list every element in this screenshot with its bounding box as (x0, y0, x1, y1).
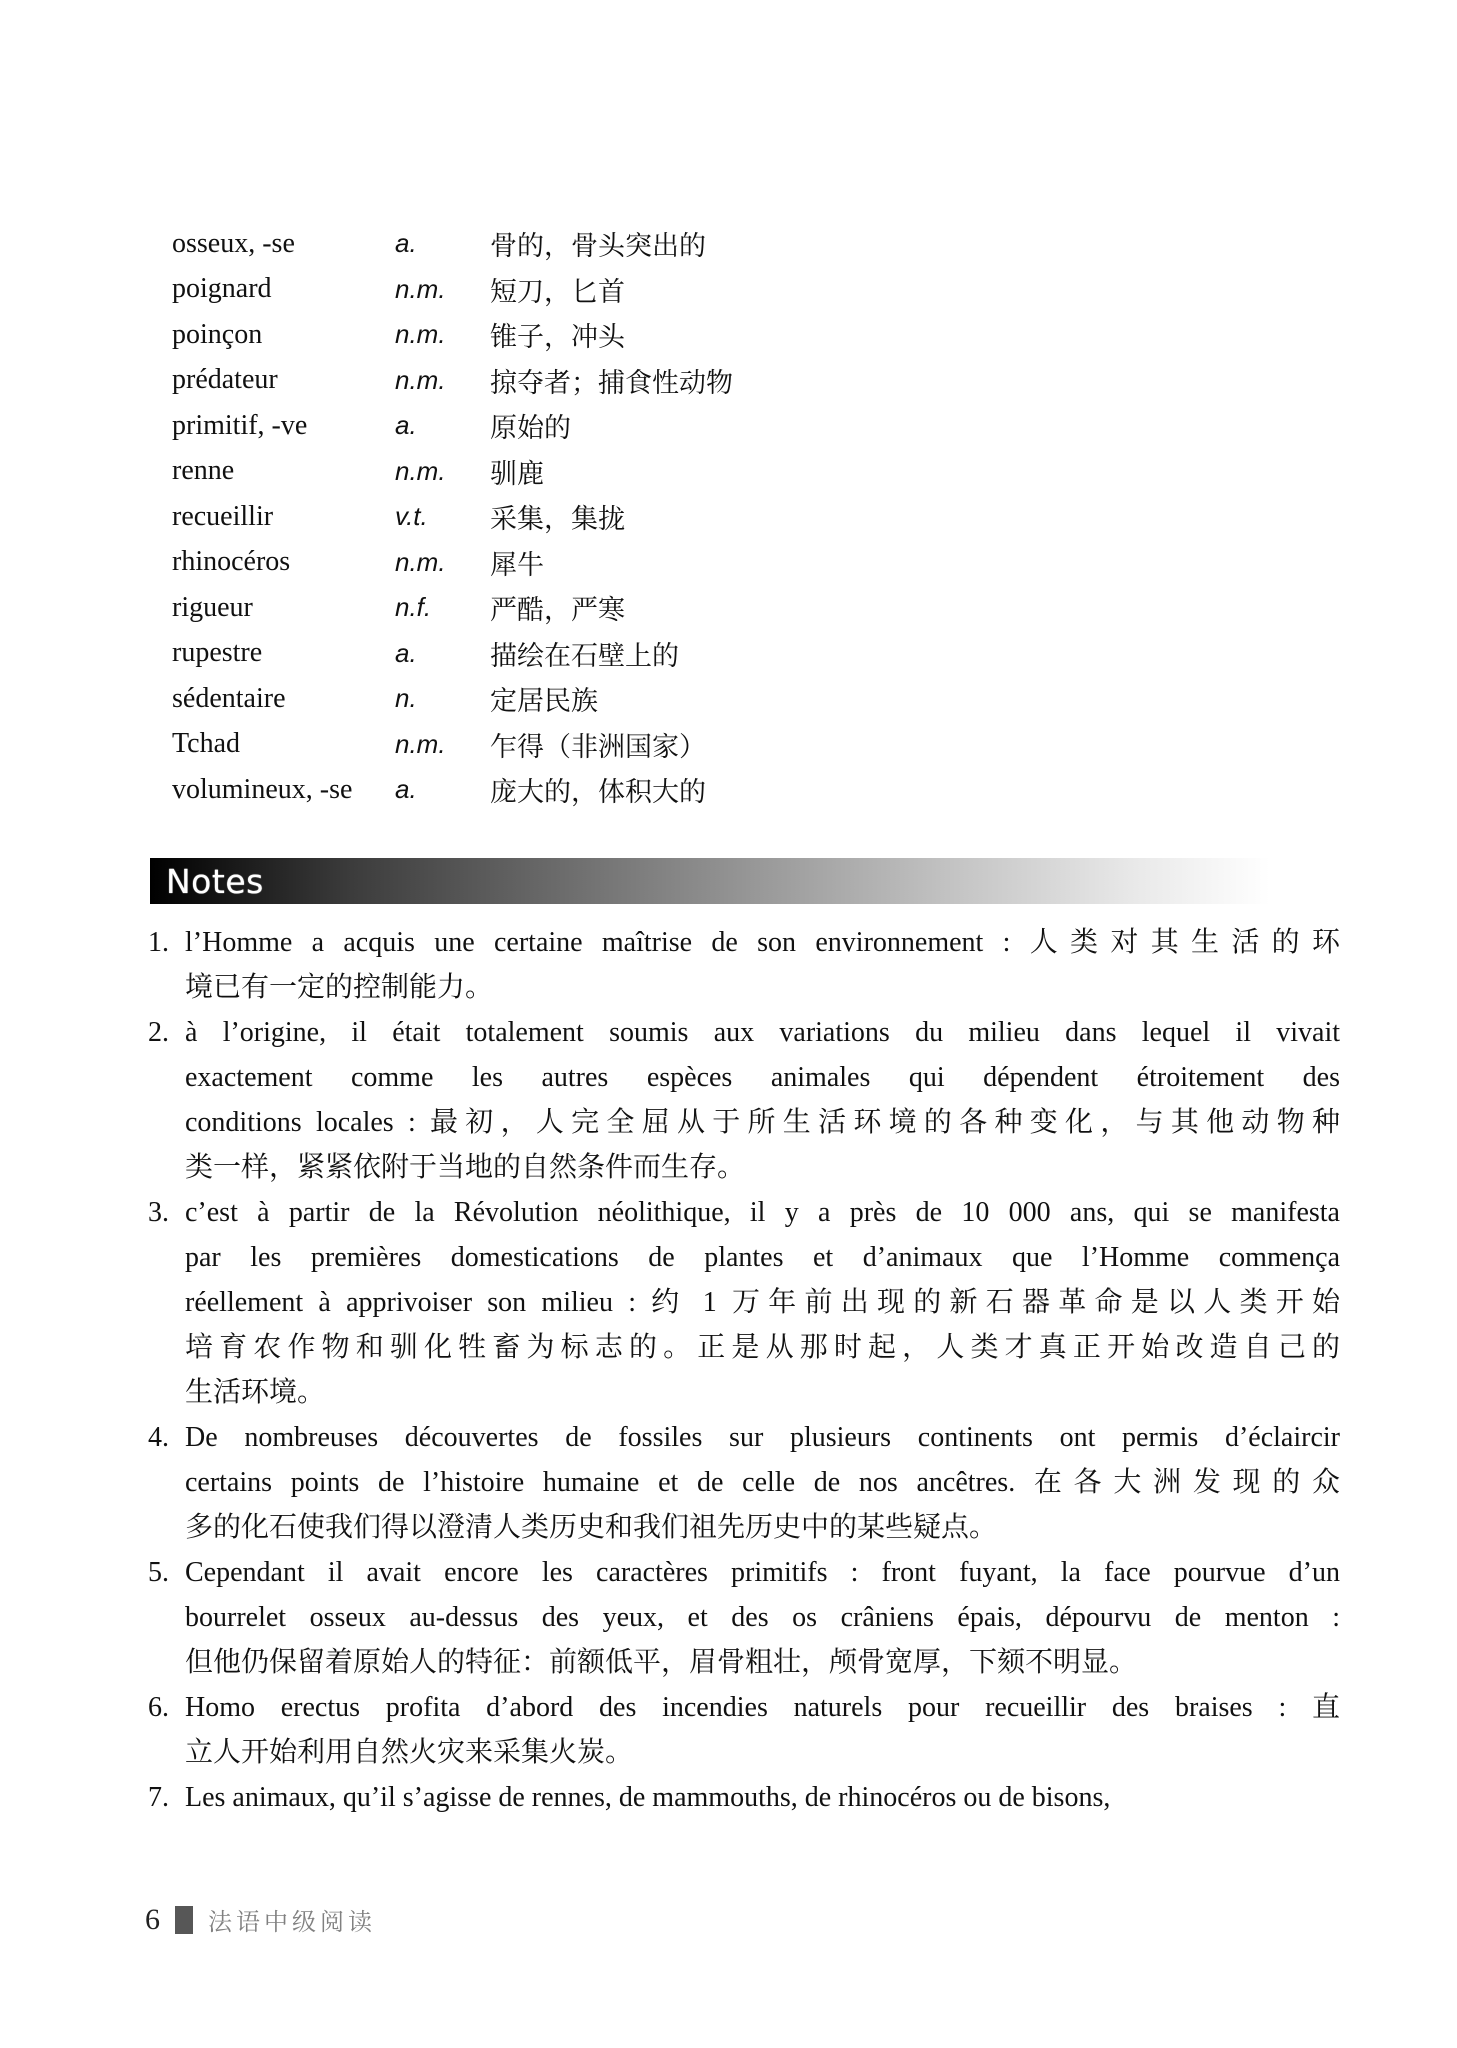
vocab-meaning: 采集，集拢 (490, 504, 625, 535)
note-number: 2. (148, 1017, 169, 1048)
vocab-row (172, 585, 1340, 631)
vocab-word: rhinocéros (172, 546, 291, 578)
note-line: c’est à partir de la Révolution néolithique, il y a près de 10 000 ans, qui se manifesta (185, 1197, 1340, 1228)
note-line: à l’origine, il était totalement soumis aux variations du milieu dans lequel il vivait (185, 1017, 1340, 1048)
vocab-meaning: 庞大的，体积大的 (490, 777, 706, 808)
notes-section-header (150, 858, 1270, 904)
note-line: certains points de l’histoire humaine et de celle de nos ancêtres. 在各大洲发现的众 (185, 1467, 1340, 1498)
vocab-pos: n.m. (395, 546, 446, 577)
vocab-meaning: 犀牛 (490, 549, 544, 580)
note-line: 多的化石使我们得以澄清人类历史和我们祖先历史中的某些疑点。 (185, 1512, 998, 1543)
vocab-word: volumineux, -se (172, 773, 353, 805)
vocab-pos: n. (395, 683, 417, 714)
note-line: 培育农作物和驯化牲畜为标志的。正是从那时起，人类才真正开始改造自己的 (185, 1332, 1340, 1363)
vocab-word: recueillir (172, 500, 274, 532)
note-line: 立人开始利用自然火灾来采集火炭。 (185, 1737, 634, 1768)
vocab-meaning: 描绘在石壁上的 (490, 640, 679, 671)
note-item (148, 1415, 1340, 1550)
vocab-word: prédateur (172, 364, 278, 396)
vocab-row (172, 540, 1340, 586)
note-line: 但他仍保留着原始人的特征：前额低平，眉骨粗壮，颅骨宽厚，下颏不明显。 (185, 1647, 1138, 1678)
notes-section-title: Notes (166, 861, 264, 901)
vocab-row (172, 312, 1340, 358)
note-item (148, 1010, 1340, 1190)
book-title: 法语中级阅读 (208, 1908, 376, 1936)
note-line: réellement à apprivoiser son milieu : 约 1 万年前出现的新石器革命是以人类开始 (185, 1287, 1340, 1318)
note-line: exactement comme les autres espèces animales qui dépendent étroitement des (185, 1062, 1340, 1093)
vocab-meaning: 骨的，骨头突出的 (490, 231, 706, 262)
vocab-row (172, 676, 1340, 722)
vocab-pos: n.m. (395, 319, 446, 350)
page-footer (145, 1902, 376, 1937)
note-item (148, 1190, 1340, 1415)
vocab-pos: a. (395, 774, 417, 805)
footer-marker-icon (175, 1906, 193, 1934)
vocab-row (172, 631, 1340, 677)
vocab-list (172, 221, 1340, 813)
vocab-row (172, 767, 1340, 813)
vocab-row (172, 403, 1340, 449)
vocab-meaning: 驯鹿 (490, 458, 544, 489)
note-number: 6. (148, 1692, 169, 1723)
vocab-pos: n.m. (395, 364, 446, 395)
note-line: 境已有一定的控制能力。 (185, 972, 494, 1003)
vocab-meaning: 定居民族 (490, 686, 598, 717)
note-number: 7. (148, 1782, 169, 1813)
vocab-pos: a. (395, 228, 417, 259)
note-line: conditions locales : 最初，人完全屈从于所生活环境的各种变化，与其他动物种 (185, 1107, 1340, 1138)
vocab-row (172, 449, 1340, 495)
note-line: 生活环境。 (185, 1377, 326, 1408)
note-number: 4. (148, 1422, 169, 1453)
vocab-pos: n.f. (395, 592, 432, 623)
note-line: Cependant il avait encore les caractères primitifs : front fuyant, la face pourvue d’un (185, 1557, 1340, 1588)
vocab-row (172, 221, 1340, 267)
vocab-word: poignard (172, 273, 272, 305)
vocab-word: osseux, -se (172, 227, 295, 259)
vocab-pos: n.m. (395, 273, 446, 304)
note-number: 1. (148, 927, 169, 958)
note-line: l’Homme a acquis une certaine maîtrise de son environnement : 人类对其生活的环 (185, 927, 1340, 958)
vocab-pos: a. (395, 637, 417, 668)
vocab-word: sédentaire (172, 682, 286, 714)
vocab-meaning: 严酷，严寒 (490, 595, 625, 626)
notes-list (148, 920, 1340, 1820)
vocab-word: primitif, -ve (172, 409, 308, 441)
note-item (148, 1550, 1340, 1685)
vocab-meaning: 短刀，匕首 (490, 276, 625, 307)
note-item (148, 1775, 1340, 1820)
note-line: bourrelet osseux au-dessus des yeux, et des os crâniens épais, dépourvu de menton : (185, 1602, 1340, 1633)
note-line: Les animaux, qu’il s’agisse de rennes, de mammouths, de rhinocéros ou de bisons, (185, 1782, 1111, 1813)
note-line: De nombreuses découvertes de fossiles sur plusieurs continents ont permis d’éclaircir (185, 1422, 1340, 1453)
note-line: par les premières domestications de plantes et d’animaux que l’Homme commença (185, 1242, 1340, 1273)
vocab-pos: a. (395, 410, 417, 441)
vocab-meaning: 原始的 (490, 413, 571, 444)
vocab-pos: n.m. (395, 455, 446, 486)
vocab-row (172, 267, 1340, 313)
note-line: 类一样，紧紧依附于当地的自然条件而生存。 (185, 1152, 746, 1183)
note-item (148, 1685, 1340, 1775)
page-number: 6 (145, 1902, 160, 1936)
vocab-word: poinçon (172, 318, 263, 350)
note-item (148, 920, 1340, 1010)
vocab-word: rigueur (172, 591, 253, 623)
vocab-row (172, 722, 1340, 768)
vocab-meaning: 乍得（非洲国家） (490, 731, 706, 762)
note-line: Homo erectus profita d’abord des incendies naturels pour recueillir des braises : 直 (185, 1692, 1340, 1723)
vocab-pos: v.t. (395, 501, 428, 532)
vocab-row (172, 358, 1340, 404)
vocab-row (172, 494, 1340, 540)
vocab-meaning: 掠夺者；捕食性动物 (490, 367, 733, 398)
vocab-word: rupestre (172, 637, 263, 669)
vocab-word: renne (172, 455, 235, 487)
vocab-word: Tchad (172, 728, 241, 760)
vocab-meaning: 锥子，冲头 (490, 322, 625, 353)
note-number: 3. (148, 1197, 169, 1228)
note-number: 5. (148, 1557, 169, 1588)
vocab-pos: n.m. (395, 728, 446, 759)
